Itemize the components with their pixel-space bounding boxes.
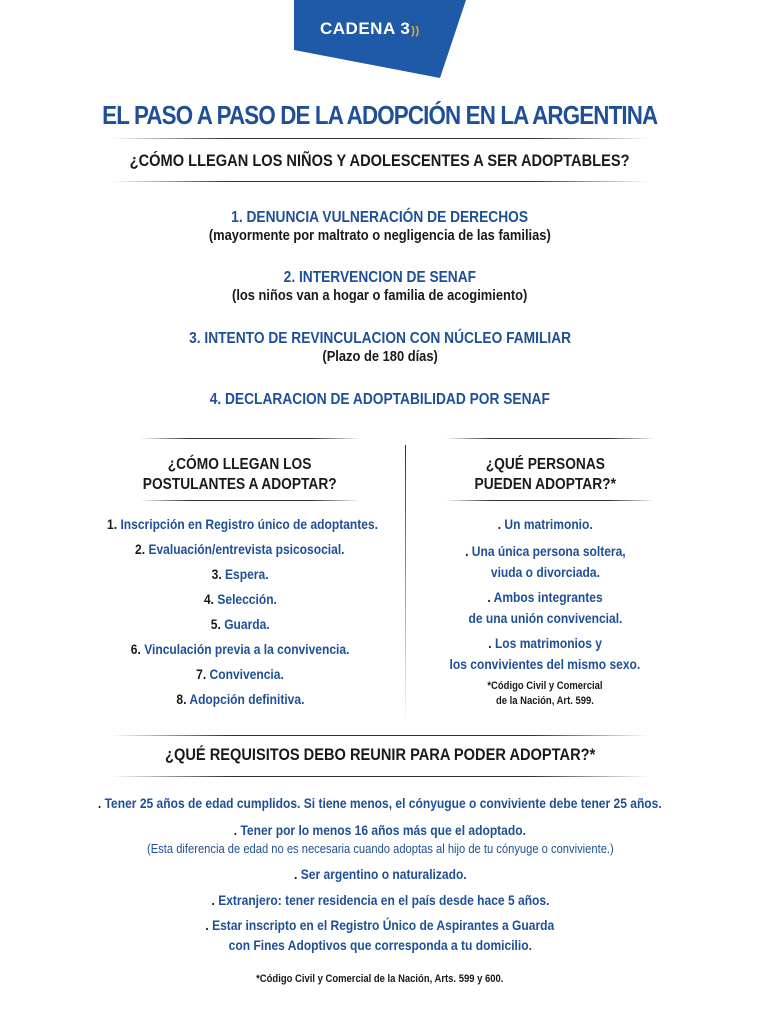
requirement-item: . Estar inscripto en el Registro Único de Aspirantes a Guarda con Fines Adoptivos que corresponda a tu domicilio. — [205, 917, 555, 953]
column-separator — [405, 445, 406, 725]
step-4 — [0, 391, 760, 409]
adoption-process-list — [85, 512, 395, 712]
right-column-heading-divider — [445, 500, 655, 501]
list-item: 2. Evaluación/entrevista psicosocial. — [135, 541, 345, 557]
right-column-heading: ¿QUÉ PERSONAS PUEDEN ADOPTAR?* — [474, 456, 616, 493]
brand-name — [320, 19, 420, 39]
list-item: 4. Selección. — [203, 591, 277, 607]
step-1-title: 1. DENUNCIA VULNERACIÓN DE DERECHOS — [231, 209, 529, 226]
step-3-subtitle: (Plazo de 180 días) — [322, 348, 438, 365]
list-item: 6. Vinculación previa a la convivencia. — [130, 641, 350, 657]
left-column-top-divider — [140, 438, 360, 439]
signal-wave-icon: )) — [411, 25, 420, 37]
requirement-note: (Esta diferencia de edad no es necesaria cuando adoptas al hijo de tu cónyuge o conviviente.) — [146, 841, 614, 856]
list-item: 3. Espera. — [211, 566, 269, 582]
list-item: . Ambos integrantes de una unión convivencial. — [468, 589, 622, 626]
footnote: *Código Civil y Comercial de la Nación, Arts. 599 y 600. — [256, 973, 504, 985]
section-heading-children: ¿CÓMO LLEGAN LOS NIÑOS Y ADOLESCENTES A SER ADOPTABLES? — [130, 151, 630, 170]
right-column-top-divider — [445, 438, 655, 439]
title-divider — [110, 138, 650, 139]
brand-logo — [290, 0, 466, 78]
requirements-heading: ¿QUÉ REQUISITOS DEBO REUNIR PARA PODER ADOPTAR?* — [164, 745, 596, 764]
requirements-heading-divider — [110, 776, 650, 777]
left-column-heading-divider — [140, 500, 360, 501]
step-2-title: 2. INTERVENCION DE SENAF — [283, 269, 477, 286]
step-3 — [0, 330, 760, 365]
list-item: . Los matrimonios y los convivientes del mismo sexo. — [449, 635, 641, 672]
left-column-heading: ¿CÓMO LLEGAN LOS POSTULANTES A ADOPTAR? — [143, 456, 337, 493]
logo-tab-shape — [290, 0, 466, 78]
page-title: EL PASO A PASO DE LA ADOPCIÓN EN LA ARGENTINA — [102, 100, 658, 130]
requirement-item: . Tener por lo menos 16 años más que el adoptado. — [233, 822, 527, 838]
step-2-subtitle: (los niños van a hogar o familia de acogimiento) — [232, 287, 528, 304]
right-column — [410, 455, 680, 495]
requirement-item: . Extranjero: tener residencia en el país desde hace 5 años. — [211, 892, 549, 908]
legal-note: *Código Civil y Comercial de la Nación, Art. 599. — [487, 680, 603, 707]
list-item: 7. Convivencia. — [196, 666, 284, 682]
requirements-list — [0, 793, 760, 955]
step-1 — [0, 209, 760, 244]
step-2 — [0, 269, 760, 304]
left-column — [85, 455, 395, 495]
list-item: 1. Inscripción en Registro único de adoptantes. — [107, 516, 379, 532]
requirement-item: . Ser argentino o naturalizado. — [293, 866, 467, 882]
section1-divider — [110, 181, 650, 182]
list-item: 5. Guarda. — [210, 616, 270, 632]
step-1-subtitle: (mayormente por maltrato o negligencia de las familias) — [209, 227, 551, 244]
step-4-title: 4. DECLARACION DE ADOPTABILIDAD POR SENAF — [209, 391, 551, 408]
step-3-title: 3. INTENTO DE REVINCULACION CON NÚCLEO FAMILIAR — [188, 330, 571, 347]
eligible-persons-list — [410, 514, 680, 709]
list-item: 8. Adopción definitiva. — [175, 691, 305, 707]
brand-name-text: CADENA 3 — [320, 19, 411, 38]
requirement-item: . Tener 25 años de edad cumplidos. Si tiene menos, el cónyugue o conviviente debe tener 25 años. — [98, 795, 662, 811]
requirements-top-divider — [110, 735, 650, 736]
list-item: . Una única persona soltera, viuda o divorciada. — [464, 543, 626, 580]
list-item: . Un matrimonio. — [497, 516, 593, 532]
